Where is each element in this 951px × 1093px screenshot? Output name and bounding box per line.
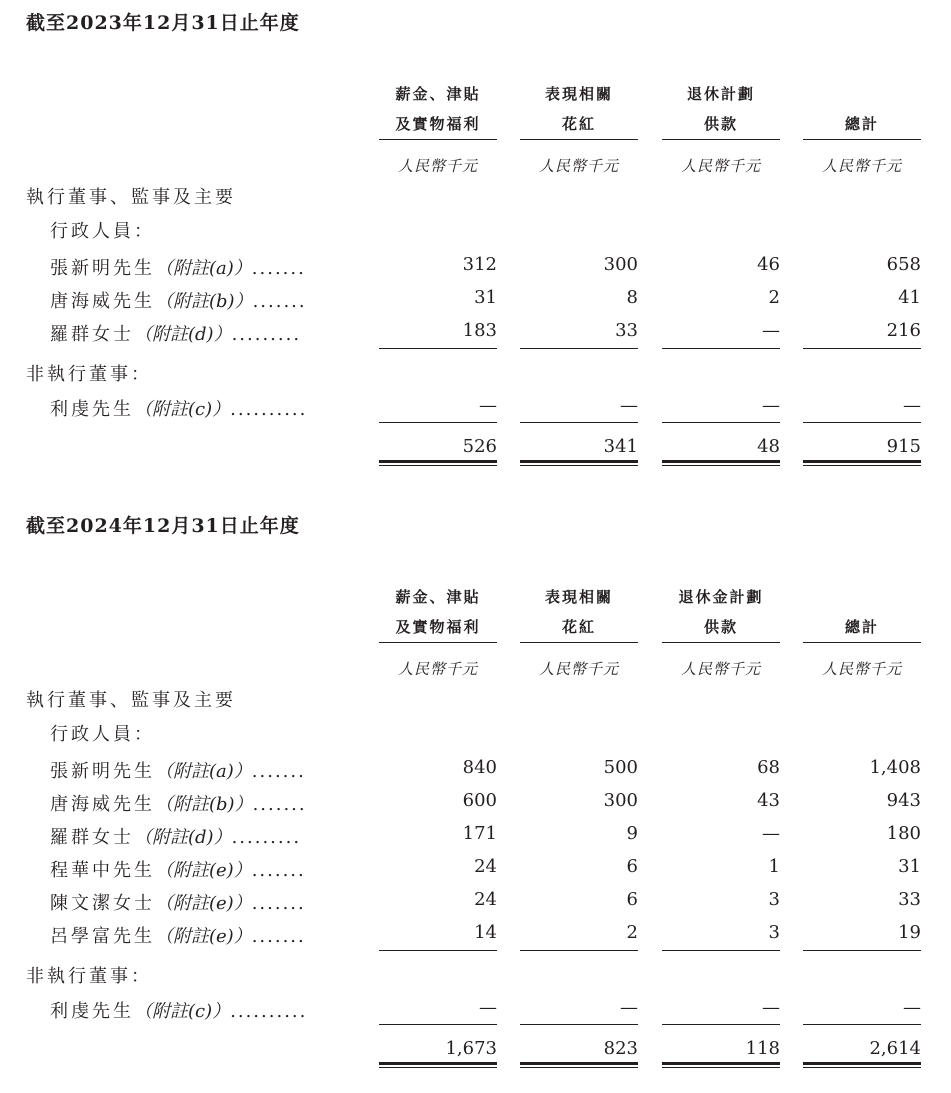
director-name: 呂學富先生: [50, 926, 155, 947]
column-unit: 人民幣千元: [821, 157, 902, 175]
leader-dots: .......: [251, 258, 306, 279]
column-header-line2: 花紅: [561, 618, 596, 636]
column-header-line2: 供款: [703, 115, 738, 133]
total-double-rule: [662, 1062, 780, 1068]
director-name: 陳文潔女士: [50, 893, 155, 914]
total-value: 1,673: [445, 1038, 497, 1059]
table-2024: [0, 503, 951, 1093]
cell-value: 300: [603, 254, 638, 275]
director-name: 羅群女士: [50, 827, 134, 848]
subtotal-rule: [520, 348, 638, 349]
cell-value: 8: [626, 287, 638, 308]
cell-value: 300: [603, 790, 638, 811]
table-title: 截至2023年12月31日止年度: [26, 12, 300, 34]
total-double-rule: [520, 460, 638, 466]
cell-value: 31: [474, 287, 497, 308]
table-2023: [0, 0, 951, 490]
cell-value: 216: [886, 320, 921, 341]
note-ref: （附註(e)）: [155, 926, 252, 947]
total-value: 915: [886, 436, 921, 457]
subtotal-rule: [662, 348, 780, 349]
column-header-underline: [379, 642, 497, 643]
cell-value: 6: [626, 889, 638, 910]
cell-value: 943: [886, 790, 921, 811]
director-name: 利虔先生: [50, 399, 134, 420]
cell-value: 1,408: [869, 757, 921, 778]
group-heading-executive: 執行董事、監事及主要: [26, 187, 236, 208]
column-unit: 人民幣千元: [821, 660, 902, 678]
row-label: [50, 922, 306, 948]
director-name: 唐海威先生: [50, 794, 155, 815]
cell-value: —: [620, 997, 638, 1018]
cell-value: 31: [898, 856, 921, 877]
column-header-line1: 薪金、津貼: [395, 588, 481, 606]
subtotal-rule: [520, 950, 638, 951]
cell-value: —: [620, 395, 638, 416]
cell-value: —: [479, 395, 497, 416]
row-label: [50, 889, 306, 915]
total-value: 2,614: [869, 1038, 921, 1059]
note-ref: （附註(c)）: [134, 1001, 231, 1022]
leader-dots: .........: [231, 827, 302, 848]
group-heading-executive: 執行董事、監事及主要: [26, 690, 236, 711]
subtotal-rule: [662, 1024, 780, 1025]
cell-value: 500: [603, 757, 638, 778]
subtotal-rule: [803, 1024, 921, 1025]
note-ref: （附註(d)）: [134, 827, 232, 848]
cell-value: 24: [474, 856, 497, 877]
subtotal-rule: [520, 1024, 638, 1025]
column-header-bonus: [520, 83, 638, 133]
total-double-rule: [803, 460, 921, 466]
note-ref: （附註(e)）: [155, 860, 252, 881]
cell-value: 658: [886, 254, 921, 275]
column-unit: 人民幣千元: [538, 660, 619, 678]
leader-dots: ..........: [230, 399, 308, 420]
column-header-salaries: [379, 586, 497, 636]
subtotal-rule: [803, 950, 921, 951]
cell-value: 14: [474, 922, 497, 943]
column-header-pension: [662, 586, 780, 636]
leader-dots: .........: [231, 324, 302, 345]
director-name: 張新明先生: [50, 258, 155, 279]
total-value: 341: [603, 436, 638, 457]
cell-value: 46: [757, 254, 780, 275]
cell-value: —: [479, 997, 497, 1018]
note-ref: （附註(a)）: [155, 761, 252, 782]
cell-value: 180: [886, 823, 921, 844]
total-double-rule: [379, 460, 497, 466]
cell-value: 600: [462, 790, 497, 811]
column-header-underline: [520, 139, 638, 140]
total-value: 526: [462, 436, 497, 457]
column-header-underline: [662, 139, 780, 140]
leader-dots: .......: [251, 761, 306, 782]
leader-dots: ..........: [230, 1001, 308, 1022]
note-ref: （附註(a)）: [155, 258, 252, 279]
note-ref: （附註(b)）: [155, 291, 253, 312]
column-header-salaries: [379, 83, 497, 133]
total-double-rule: [379, 1062, 497, 1068]
row-label: [50, 997, 307, 1023]
director-name: 唐海威先生: [50, 291, 155, 312]
note-ref: （附註(d)）: [134, 324, 232, 345]
column-header-bonus: [520, 586, 638, 636]
total-double-rule: [662, 460, 780, 466]
subtotal-rule: [662, 422, 780, 423]
column-header-line1: 表現相關: [544, 588, 613, 606]
director-name: 羅群女士: [50, 324, 134, 345]
column-header-line2: 總計: [844, 618, 879, 636]
column-header-line2: 花紅: [561, 115, 596, 133]
column-header-line1: 退休計劃: [686, 85, 755, 103]
total-value: 118: [745, 1038, 780, 1059]
total-value: 823: [603, 1038, 638, 1059]
column-header-line2: 總計: [844, 115, 879, 133]
leader-dots: .......: [251, 926, 306, 947]
cell-value: 3: [768, 922, 780, 943]
leader-dots: .......: [252, 794, 307, 815]
director-name: 程華中先生: [50, 860, 155, 881]
subtotal-rule: [803, 348, 921, 349]
cell-value: 171: [462, 823, 497, 844]
column-header-underline: [520, 642, 638, 643]
cell-value: 33: [898, 889, 921, 910]
column-unit: 人民幣千元: [397, 660, 478, 678]
column-unit: 人民幣千元: [680, 157, 761, 175]
column-unit: 人民幣千元: [397, 157, 478, 175]
total-value: 48: [757, 436, 780, 457]
subtotal-rule: [662, 950, 780, 951]
cell-value: 68: [757, 757, 780, 778]
cell-value: —: [762, 320, 780, 341]
row-label: [50, 856, 306, 882]
cell-value: 2: [768, 287, 780, 308]
column-unit: 人民幣千元: [538, 157, 619, 175]
column-header-pension: [662, 83, 780, 133]
subtotal-rule: [379, 1024, 497, 1025]
table-title: 截至2024年12月31日止年度: [26, 515, 300, 537]
column-header-underline: [803, 139, 921, 140]
subtotal-rule: [379, 348, 497, 349]
column-header-line1: 退休金計劃: [678, 588, 764, 606]
subtotal-rule: [379, 422, 497, 423]
cell-value: 19: [898, 922, 921, 943]
subtotal-rule: [520, 422, 638, 423]
cell-value: —: [762, 997, 780, 1018]
director-name: 利虔先生: [50, 1001, 134, 1022]
cell-value: 3: [768, 889, 780, 910]
cell-value: —: [903, 997, 921, 1018]
total-double-rule: [520, 1062, 638, 1068]
column-header-line2: 及實物福利: [395, 618, 481, 636]
cell-value: —: [762, 823, 780, 844]
row-label: [50, 823, 301, 849]
column-header-line1: 表現相關: [544, 85, 613, 103]
group-heading-executive-cont: 行政人員：: [50, 724, 155, 745]
row-label: [50, 790, 307, 816]
cell-value: 41: [898, 287, 921, 308]
cell-value: —: [903, 395, 921, 416]
director-name: 張新明先生: [50, 761, 155, 782]
leader-dots: .......: [252, 291, 307, 312]
note-ref: （附註(b)）: [155, 794, 253, 815]
column-unit: 人民幣千元: [680, 660, 761, 678]
row-label: [50, 395, 307, 421]
column-header-underline: [803, 642, 921, 643]
column-header-underline: [662, 642, 780, 643]
cell-value: 43: [757, 790, 780, 811]
note-ref: （附註(e)）: [155, 893, 252, 914]
cell-value: 1: [768, 856, 780, 877]
cell-value: —: [762, 395, 780, 416]
group-heading-non-executive: 非執行董事：: [26, 966, 152, 987]
cell-value: 312: [462, 254, 497, 275]
column-header-underline: [379, 139, 497, 140]
row-label: [50, 757, 306, 783]
leader-dots: .......: [251, 893, 306, 914]
cell-value: 2: [626, 922, 638, 943]
cell-value: 840: [462, 757, 497, 778]
leader-dots: .......: [251, 860, 306, 881]
total-double-rule: [803, 1062, 921, 1068]
cell-value: 9: [626, 823, 638, 844]
row-label: [50, 254, 306, 280]
cell-value: 33: [615, 320, 638, 341]
column-header-line1: 薪金、津貼: [395, 85, 481, 103]
note-ref: （附註(c)）: [134, 399, 231, 420]
subtotal-rule: [803, 422, 921, 423]
column-header-line2: 及實物福利: [395, 115, 481, 133]
group-heading-executive-cont: 行政人員：: [50, 221, 155, 242]
group-heading-non-executive: 非執行董事：: [26, 364, 152, 385]
subtotal-rule: [379, 950, 497, 951]
column-header-line2: 供款: [703, 618, 738, 636]
row-label: [50, 320, 301, 346]
cell-value: 183: [462, 320, 497, 341]
row-label: [50, 287, 307, 313]
cell-value: 6: [626, 856, 638, 877]
cell-value: 24: [474, 889, 497, 910]
